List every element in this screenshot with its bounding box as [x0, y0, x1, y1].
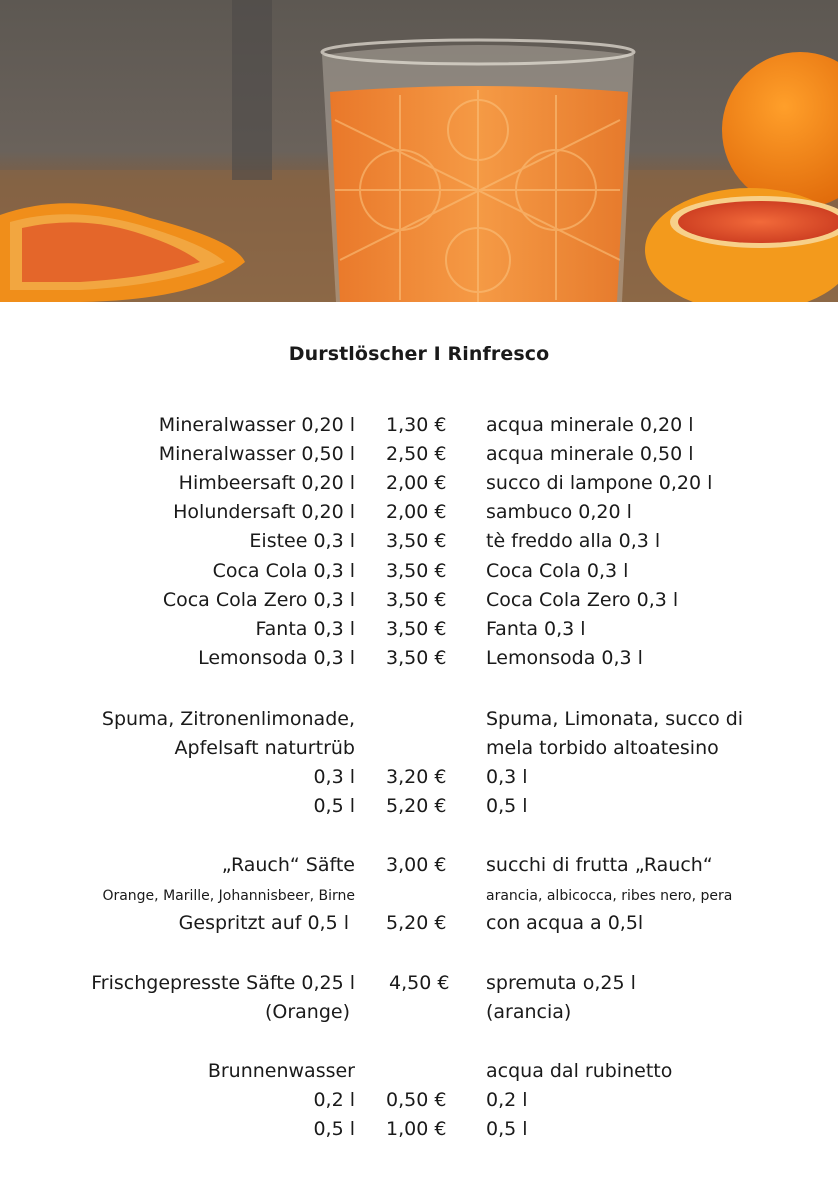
drink-row — [0, 469, 838, 497]
tapwater-size-it: 0,5 l — [486, 1118, 528, 1140]
spuma-size-de: 0,5 l — [313, 795, 355, 817]
tapwater-size-row — [0, 1115, 838, 1143]
fresh-note-row — [0, 998, 838, 1026]
drink-name-de: Holundersaft 0,20 l — [173, 501, 355, 523]
tapwater-row — [0, 1057, 838, 1085]
rauch-spritz-price: 5,20 € — [386, 912, 447, 934]
spuma-size-row — [0, 763, 838, 791]
spuma-it-line1: Spuma, Limonata, succo di — [486, 708, 744, 730]
rauch-row — [0, 851, 838, 879]
spuma-size-it: 0,5 l — [486, 795, 528, 817]
header-photo — [0, 0, 838, 302]
drink-name-it: acqua minerale 0,50 l — [486, 443, 694, 465]
drink-name-it: Coca Cola 0,3 l — [486, 560, 629, 582]
rauch-spritz-de: Gespritzt auf 0,5 l — [178, 912, 349, 934]
drink-name-de: Coca Cola 0,3 l — [212, 560, 355, 582]
drink-row — [0, 586, 838, 614]
rauch-spritz-row — [0, 909, 838, 937]
spuma-size-de: 0,3 l — [313, 766, 355, 788]
menu-title: Durstlöscher I Rinfresco — [288, 343, 550, 365]
rauch-price: 3,00 € — [386, 854, 447, 876]
spuma-de-line1: Spuma, Zitronenlimonade, — [101, 708, 355, 730]
drink-name-de: Mineralwasser 0,50 l — [158, 443, 355, 465]
drink-row — [0, 411, 838, 439]
tapwater-it: acqua dal rubinetto — [486, 1060, 673, 1082]
drink-price: 3,50 € — [386, 530, 447, 552]
fresh-note-de: (Orange) — [264, 1001, 350, 1023]
rauch-flavors-de: Orange, Marille, Johannisbeer, Birne — [102, 888, 355, 904]
drink-name-it: succo di lampone 0,20 l — [486, 472, 713, 494]
spuma-row-2 — [0, 734, 838, 762]
rauch-de: „Rauch“ Säfte — [221, 854, 355, 876]
drink-name-de: Mineralwasser 0,20 l — [158, 414, 355, 436]
drink-price: 1,30 € — [386, 414, 447, 436]
drink-row — [0, 498, 838, 526]
drink-price: 3,50 € — [386, 589, 447, 611]
tapwater-size-price: 1,00 € — [386, 1118, 447, 1140]
drink-name-it: tè freddo alla 0,3 l — [486, 530, 661, 552]
drink-name-it: Lemonsoda 0,3 l — [486, 647, 643, 669]
drink-name-de: Fanta 0,3 l — [255, 618, 355, 640]
drink-name-de: Lemonsoda 0,3 l — [198, 647, 355, 669]
drink-name-it: sambuco 0,20 l — [486, 501, 632, 523]
drink-row — [0, 527, 838, 555]
spuma-size-price: 3,20 € — [386, 766, 447, 788]
drink-row — [0, 615, 838, 643]
tapwater-size-it: 0,2 l — [486, 1089, 528, 1111]
rauch-spritz-it: con acqua a 0,5l — [486, 912, 644, 934]
drink-name-de: Eistee 0,3 l — [249, 530, 355, 552]
drink-price: 3,50 € — [386, 618, 447, 640]
drink-row — [0, 557, 838, 585]
spuma-size-it: 0,3 l — [486, 766, 528, 788]
drink-price: 2,00 € — [386, 472, 447, 494]
fresh-de: Frischgepresste Säfte 0,25 l — [91, 972, 355, 994]
spuma-size-price: 5,20 € — [386, 795, 447, 817]
fresh-juice-row — [0, 969, 838, 997]
drink-name-de: Himbeersaft 0,20 l — [178, 472, 355, 494]
spuma-size-row — [0, 792, 838, 820]
fresh-it: spremuta o,25 l — [486, 972, 636, 994]
rauch-flavors-row — [0, 886, 838, 906]
drink-name-it: Fanta 0,3 l — [486, 618, 586, 640]
tapwater-size-price: 0,50 € — [386, 1089, 447, 1111]
spuma-row-1 — [0, 705, 838, 733]
fresh-note-it: (arancia) — [486, 1001, 572, 1023]
drink-name-it: acqua minerale 0,20 l — [486, 414, 694, 436]
drink-row — [0, 644, 838, 672]
drink-name-it: Coca Cola Zero 0,3 l — [486, 589, 679, 611]
rauch-flavors-it: arancia, albicocca, ribes nero, pera — [486, 888, 733, 904]
drink-name-de: Coca Cola Zero 0,3 l — [162, 589, 355, 611]
spuma-it-line2: mela torbido altoatesino — [486, 737, 719, 759]
drink-price: 2,00 € — [386, 501, 447, 523]
spuma-de-line2: Apfelsaft naturtrüb — [174, 737, 355, 759]
orange-juice-illustration — [0, 0, 838, 302]
tapwater-de: Brunnenwasser — [207, 1060, 355, 1082]
drink-row — [0, 440, 838, 468]
tapwater-size-de: 0,2 l — [313, 1089, 355, 1111]
drink-price: 3,50 € — [386, 647, 447, 669]
tapwater-size-de: 0,5 l — [313, 1118, 355, 1140]
rauch-it: succhi di frutta „Rauch“ — [486, 854, 713, 876]
fresh-price: 4,50 € — [389, 972, 450, 994]
drink-price: 3,50 € — [386, 560, 447, 582]
tapwater-size-row — [0, 1086, 838, 1114]
drink-price: 2,50 € — [386, 443, 447, 465]
